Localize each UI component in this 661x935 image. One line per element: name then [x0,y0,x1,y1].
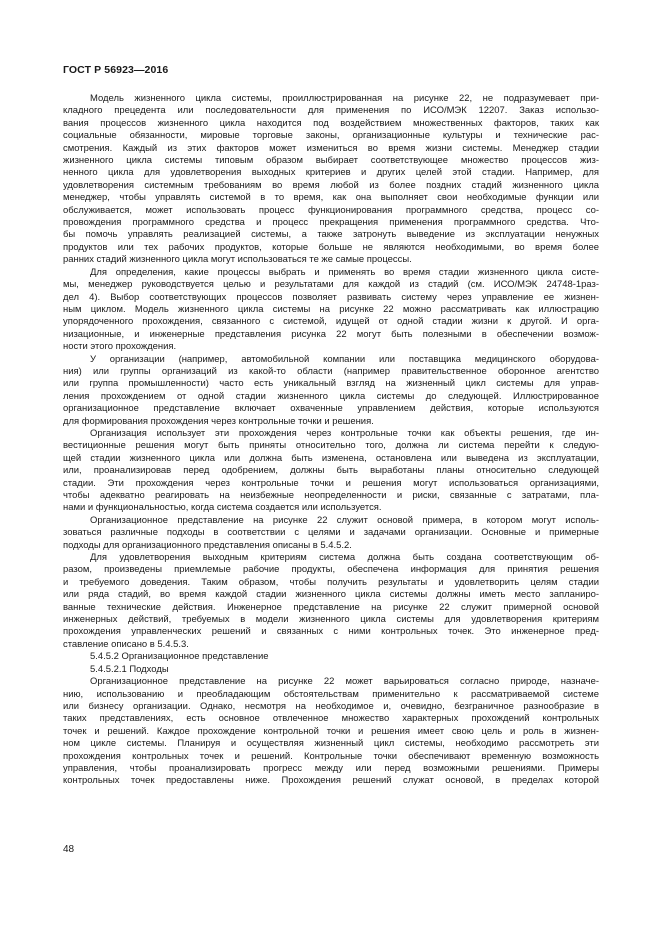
text-line: таких представлениях, есть основное отвлеченное множество характерных прохождений контрольных [63,713,599,725]
text-line: У организации (например, автомобильной компании или поставщика медицинского оборудова- [90,353,599,365]
text-line: ления прохождением от одной стадии жизненного цикла системы до следующей. Иллюстрированное [63,390,599,402]
text-line: инженерных действий, требуемых в модели жизненного цикла системы для удовлетворения критериям [63,614,599,626]
text-line: подходы для организационного представления описаны в 5.4.5.2. [63,539,352,551]
text-line: мы, менеджер руководствуется целью и результатами для каждой из стадий (см. ИСО/МЭК 24748-1раз- [63,279,599,291]
text-line: обслуживается, может использовать процесс функционирования программного средства, процесс со- [63,204,599,216]
text-line: нию, использованию и преобладающим обстоятельствам применительно к рассматриваемой системе [63,688,599,700]
text-line: ным циклом. Модель жизненного цикла системы на рисунке 22 можно рассматривать как иллюстрацию [63,303,599,315]
text-line: менеджер, чтобы управлять системой в то время, как она выполняет свои необходимые функции или [63,192,599,204]
text-line: стадии. Эти прохождения через контрольные точки и решения могут использоваться организациями, [63,477,599,489]
text-line: и требуемого доведения. Таким образом, чтобы получить результаты и удовлетворить целям стадии [63,576,599,588]
text-line: или, проанализировав перед одобрением, должны быть выработаны планы относительно следующей [63,465,599,477]
text-line: управления, чтобы проанализировать прогресс между или перед возможными решениями. Примеры [63,762,599,774]
body-text [63,93,599,788]
text-line: продуктов или тех рабочих продуктов, которые больше не являются необходимыми, во время более [63,241,599,253]
text-line: щей стадии жизненного цикла или должна быть изменена, остановлена или выведена из эксплуатации, [63,452,599,464]
text-line: вания процессов жизненного цикла находится под воздействием множественных факторов, таких как [63,117,599,129]
text-line: или группа промышленности) часто есть уникальный взгляд на жизненный цикл системы для управ- [63,378,599,390]
text-line: низационные, и инженерные представления рисунка 22 могут быть полезными в обеспечении возмож- [63,328,599,340]
text-line: прохождения контрольных точек и решений. Контрольные точки обеспечивают временную возможность [63,750,599,762]
text-line: дел 4). Выбор соответствующих процессов позволяет развивать систему через управление ее жизнен- [63,291,599,303]
text-line: прохождения управленческих решений и связанных с ними контрольных точек. Это инженерное пред- [63,626,599,638]
text-line: упорядоченного прохождения, связанного с системой, идущей от одной стадии жизни к другой. И орга- [63,316,599,328]
text-line: ном цикле системы. Планируя и осуществляя жизненный цикл системы, необходимо рассмотреть эти [63,738,599,750]
text-line: смотрения. Каждый из этих факторов может измениться во время жизни системы. Менеджер стадии [63,142,599,154]
text-line: жизненного цикла системы типовым образом выбирает соответствующее множество процессов жиз- [63,155,599,167]
text-line: чтобы адекватно реагировать на неизбежные неопределенности и риски, связанные с затратами, пла- [63,490,599,501]
text-line: социальные обязанности, мировые торговые законы, организационные культуры и технические рас- [63,130,599,142]
text-line: Организация использует эти прохождения через контрольные точки как объекты решения, где ин- [90,427,599,439]
text-line: 5.4.5.2 Организационное представление [90,651,269,663]
text-line: ранних стадий жизненного цикла могут использоваться те же самые процессы. [63,254,412,266]
text-line: 5.4.5.2.1 Подходы [90,663,169,675]
text-line: провождения программного средства и процесс прекращения применения программного средства. Что- [63,217,599,229]
text-line: ванные технические действия. Инженерное представление на рисунке 22 служит примерной основой [63,601,599,613]
text-line: бы помочь управлять реализацией системы, а также затронуть выведение из эксплуатации ненужных [63,229,599,241]
text-line: ставление описано в 5.4.5.3. [63,638,189,650]
text-line: Организационное представление на рисунке 22 может варьироваться согласно природе, назначе- [90,676,599,688]
text-line: ности этого прохождения. [63,341,177,353]
text-line: зоваться различные подходы в соответствии с целями и задачами организации. Основные и примерные [63,527,599,539]
text-line: или ряда стадий, во время каждой стадии жизненного цикла системы должны иметь место запланиро- [63,589,599,601]
text-line: ния) или группы организаций из какой-то области (например правительственное оборонное агентство [63,365,599,377]
text-line: Организационное представление на рисунке 22 служит основой примера, в котором могут исполь- [90,514,599,526]
document-header: ГОСТ Р 56923—2016 [63,64,169,76]
text-line: Модель жизненного цикла системы, проиллюстрированная на рисунке 22, не подразумевает при- [90,93,599,104]
text-line: контрольных точек предоставлены ниже. Прохождения решений служат основой, в пределах которой [63,775,599,787]
text-line: для формирования прохождения через контрольные точки и решения. [63,415,374,427]
text-line: организационное представление включает охваченные управлением действия, которые используются [63,403,599,415]
text-line: вестиционные решения могут быть приняты относительно того, должна ли система перейти к следую- [63,440,599,452]
text-line: или бизнесу организации. Однако, несмотря на необходимое и, очевидно, безграничное разнообразие в [63,700,599,712]
text-line: Для удовлетворения выходным критериям система должна быть создана соответствующим об- [90,552,599,564]
text-line: удовлетворения системным требованиям во время любой из более поздних стадий жизненного цикла [63,179,599,191]
text-line: нами и функциональностью, когда система создается или используется. [63,502,382,514]
text-line: кладного прецедента или последовательности для применения по ИСО/МЭК 12207. Заказ использо- [63,105,599,117]
text-line: точек и решений. Каждое прохождение контрольной точки и решения имеет свою цель и роль в жизнен- [63,725,599,737]
text-line: ненного цикла для удовлетворения выходных критериев и других целей этой стадии. Например, для [63,167,599,179]
text-line: Для определения, какие процессы выбрать и применять во время стадии жизненного цикла систе- [90,266,599,278]
text-line: разом, произведены приемлемые рабочие продукты, обеспечена информация для принятия решения [63,564,599,576]
page-number: 48 [63,844,75,855]
